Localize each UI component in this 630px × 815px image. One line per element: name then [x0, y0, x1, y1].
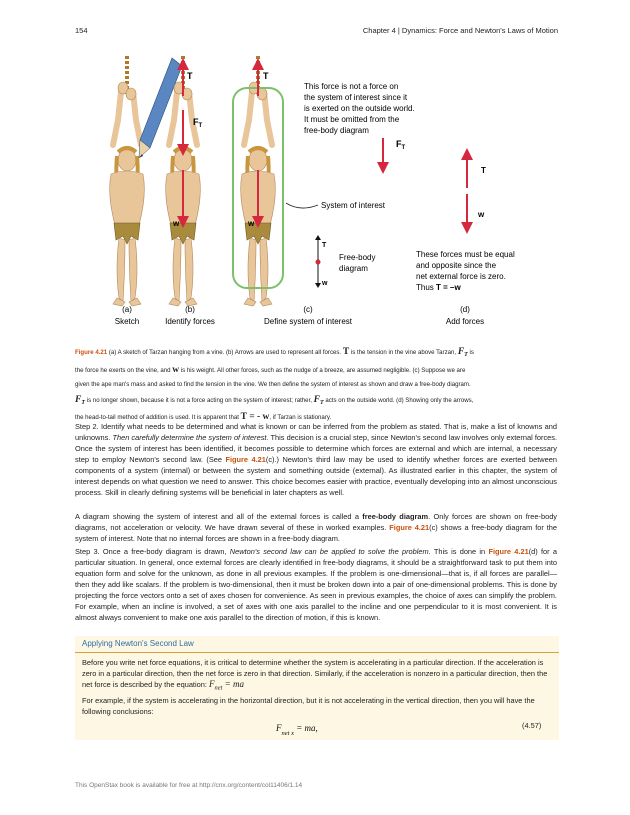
note-not-a-force	[304, 82, 415, 135]
svg-text:free-body diagram: free-body diagram	[304, 126, 369, 135]
panel-b-name: Identify forces	[165, 317, 215, 326]
svg-text:net external force is zero.: net external force is zero.	[416, 272, 506, 281]
label-w-d: w	[478, 210, 485, 219]
svg-text:This force is not a force on: This force is not a force on	[304, 82, 399, 91]
label-ft-b: $F_T$	[193, 117, 203, 129]
label-ft-d: $F_T$	[396, 139, 406, 151]
feature-box-divider	[75, 652, 559, 653]
panel-a-name: Sketch	[114, 317, 140, 326]
box-paragraph-2: For example, if the system is accelerating in the horizontal direction, but it is not accelerating in the vertical direction, then you will have the following conclusions:	[82, 696, 535, 716]
label-t-fbd: T	[322, 242, 327, 249]
label-w-fbd: w	[322, 280, 328, 287]
panel-d-add-forces	[383, 138, 515, 292]
label-w-b: w	[173, 219, 180, 228]
label-t-d: T	[481, 166, 486, 175]
caption-label: Figure 4.21	[75, 349, 108, 356]
svg-text:These forces must be equal: These forces must be equal	[416, 250, 515, 259]
label-system-of-interest: System of interest	[321, 201, 386, 210]
label-w-c: w	[248, 219, 255, 228]
figure-caption: Figure 4.21 (a) A sketch of Tarzan hanging from a vine. (b) Arrows are used to represent all forces. T is the tension in the vine above Tarzan, $F_T$ is the force he exerts on the vine, and w is his weight. All other forces, such as the nudge of a breeze, are assumed negligible. (c) Suppose we are given the ape man's mass and asked to find the tension in the vine. We then define the system of interest as shown and draw a free-body diagram. $F_T$ is no longer shown, because it is not a force acting on the system of interest; rather, $F_T$ acts on the outside world. (d) Showing only the arrows, the head-to-tail method of addition is used. It is apparent that T = - w, if Tarzan is stationary.	[75, 347, 474, 423]
paragraph-step-2: Step 2. Identify what needs to be determined and what is known or can be inferred from the problem as stated. That is, make a list of knowns and unknowns. Then carefully determine the system of interest. This decision is a crucial step, since Newton's second law involves only external forces. Once the system of interest has been identified, it becomes possible to determine which forces are external and which are internal, a necessary step to employ Newton's second law. (See Figure 4.21(c).) Newton's third law may be used to identify whether forces are exerted between components of a system (internal) or between the system and something outside (external). As illustrated earlier in this chapter, the system of interest depends on what question we need to answer. This choice becomes easier with practice, eventually developing into an almost unconscious process. Skill in clearly defining systems will be beneficial in later chapters as well.	[75, 422, 558, 498]
free-body-dot	[316, 260, 321, 265]
box-paragraph-1: Before you write net force equations, it is critical to determine whether the system is accelerating in a particular direction. If the acceleration is zero in a particular direction, then the net force is zero in that direction. Similarly, if the acceleration is nonzero in a particular direction, then the net force is described by the equation: $F_{net}$ = ma	[82, 658, 548, 692]
svg-text:the system of interest since i: the system of interest since it	[304, 93, 408, 102]
label-free-body-2: diagram	[339, 264, 368, 273]
figure-link[interactable]: Figure 4.21	[225, 455, 266, 465]
paragraph-free-body: A diagram showing the system of interest and all of the external forces is called a free-body diagram. Only forces are shown on free-body diagrams, not acceleration or velocity. We have drawn several of these in worked examples. Figure 4.21(c) shows a free-body diagram for the system of interest. Note that no internal forces are shown in a free-body diagram.	[75, 512, 557, 544]
equation-4-57: $F_{net x}$ = ma,	[276, 723, 318, 738]
thus-equation: Thus T = –w	[416, 283, 461, 292]
panel-labels	[115, 305, 484, 326]
figure-4-21	[0, 0, 630, 340]
panel-b-letter: (b)	[185, 305, 195, 314]
panel-c-letter: (c)	[303, 305, 313, 314]
panel-d-name: Add forces	[445, 317, 485, 326]
svg-text:is exerted on the outside worl: is exerted on the outside world.	[304, 104, 415, 113]
page-number: 154	[75, 26, 88, 35]
figure-link[interactable]: Figure 4.21	[389, 523, 430, 533]
label-t-c: T	[263, 71, 269, 81]
panel-a-letter: (a)	[122, 305, 132, 314]
svg-text:and opposite since the: and opposite since the	[416, 261, 497, 270]
label-t-b: T	[187, 71, 193, 81]
label-free-body-1: Free-body	[339, 253, 376, 262]
pointer-line	[286, 203, 318, 208]
panel-d-letter: (d)	[460, 305, 470, 314]
feature-box-title: Applying Newton's Second Law	[82, 639, 194, 648]
footer-note: This OpenStax book is available for free at http://cnx.org/content/col11406/1.14	[75, 782, 303, 789]
panel-c-name: Define system of interest	[263, 317, 353, 326]
equation-number: (4.57)	[522, 721, 542, 730]
paragraph-step-3: Step 3. Once a free-body diagram is drawn, Newton's second law can be applied to solve the problem. This is done in Figure 4.21(d) for a particular situation. In general, once external forces are clearly identified in free-body diagrams, it should be a straightforward task to put them into equation form and solve for the unknown, as done in all previous examples. If the problem is one-dimensional—that is, if all forces are parallel—then they add like scalars. If the problem is two-dimensional, then it must be broken down into a pair of one-dimensional problems. This is done by projecting the force vectors onto a set of axes chosen for convenience. As seen in previous examples, the choice of axes can simplify the problem. For example, when an incline is involved, a set of axes with one axis parallel to the incline and one perpendicular to it is most convenient. It is almost always convenient to make one axis parallel to the direction of motion, if this is known.	[75, 547, 558, 623]
figure-link[interactable]: Figure 4.21	[488, 547, 529, 556]
svg-text:It must be omitted from the: It must be omitted from the	[304, 115, 400, 124]
chapter-title: Chapter 4 | Dynamics: Force and Newton's Laws of Motion	[362, 26, 558, 35]
